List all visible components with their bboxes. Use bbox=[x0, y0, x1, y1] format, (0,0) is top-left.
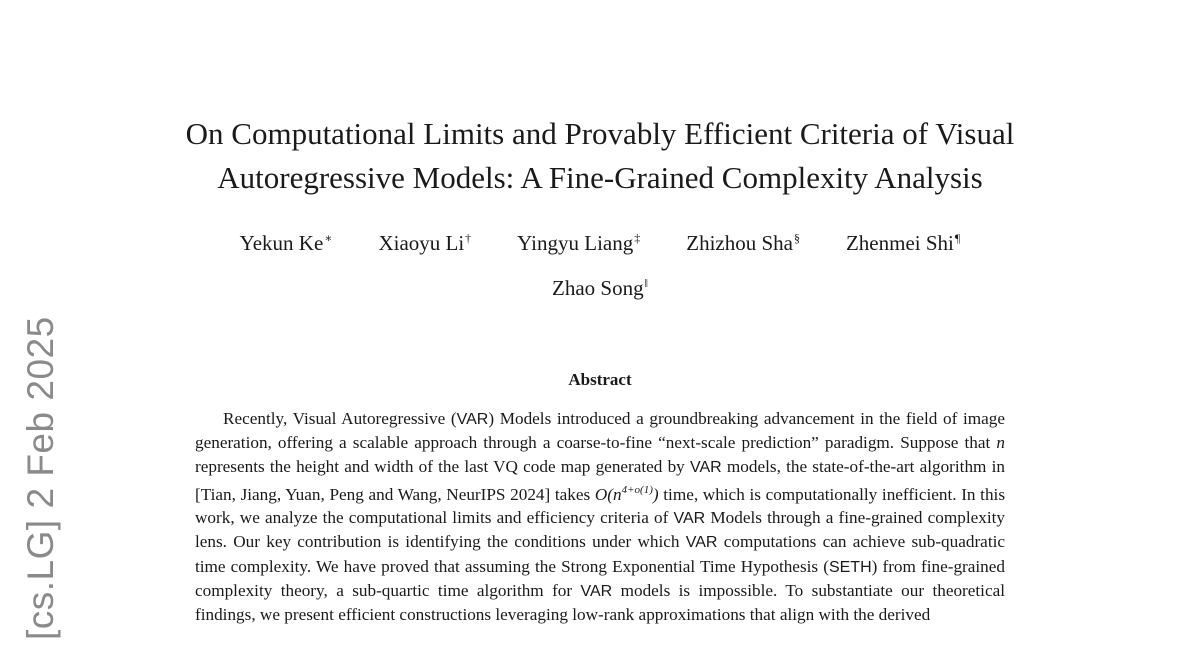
author: Zhizhou Sha§ bbox=[686, 231, 800, 255]
abstract-body: Recently, Visual Autoregressive (VAR) Models introduced a groundbreaking advancement in the field of image generation, offering a scalable approach through a coarse-to-fine “next-scale prediction” paradigm. Suppose that n represents the height and width of the last VQ code map generated by VAR models, the state-of-the-art algorithm in [Tian, Jiang, Yuan, Peng and Wang, NeurIPS 2024] takes $O(n^{4+o(1)})$ time, which is computationally inefficient. In this work, we analyze the computational limits and efficiency criteria of VAR Models through a fine-grained complexity lens. Our key contribution is identifying the conditions under which VAR computations can achieve sub-quadratic time complexity. We have proved that assuming the Strong Exponential Time Hypothesis (SETH) from fine-grained complexity theory, a sub-quartic time algorithm for VAR models is impossible. To substantiate our theoretical findings, we present efficient constructions leveraging low-rank approximations that align with the derived bbox=[195, 409, 1006, 625]
title-line-2: Autoregressive Models: A Fine-Grained Complexity Analysis bbox=[217, 160, 983, 195]
var-acronym: VAR bbox=[673, 510, 706, 528]
math-variable-n: n bbox=[996, 433, 1005, 453]
abstract-heading: Abstract bbox=[568, 370, 632, 389]
var-acronym: VAR bbox=[456, 411, 489, 428]
var-acronym: VAR bbox=[580, 583, 613, 601]
seth-acronym: SETH bbox=[828, 558, 872, 576]
author: Zhenmei Shi¶ bbox=[845, 231, 961, 255]
author-list bbox=[150, 222, 1050, 304]
author: Yekun Ke∗ bbox=[239, 231, 333, 255]
var-acronym: VAR bbox=[685, 534, 718, 552]
author: Zhao Song‖ bbox=[552, 276, 648, 300]
var-acronym: VAR bbox=[690, 458, 722, 476]
arxiv-identifier-stamp: [cs.LG] 2 Feb 2025 bbox=[20, 316, 61, 640]
author: Xiaoyu Li† bbox=[378, 231, 472, 255]
paper-title bbox=[120, 112, 1080, 200]
complexity-expression: $O(n^{4+o(1)})$ bbox=[594, 483, 659, 504]
author: Yingyu Liang‡ bbox=[517, 231, 641, 255]
title-line-1: On Computational Limits and Provably Efficient Criteria of Visual bbox=[185, 116, 1015, 151]
